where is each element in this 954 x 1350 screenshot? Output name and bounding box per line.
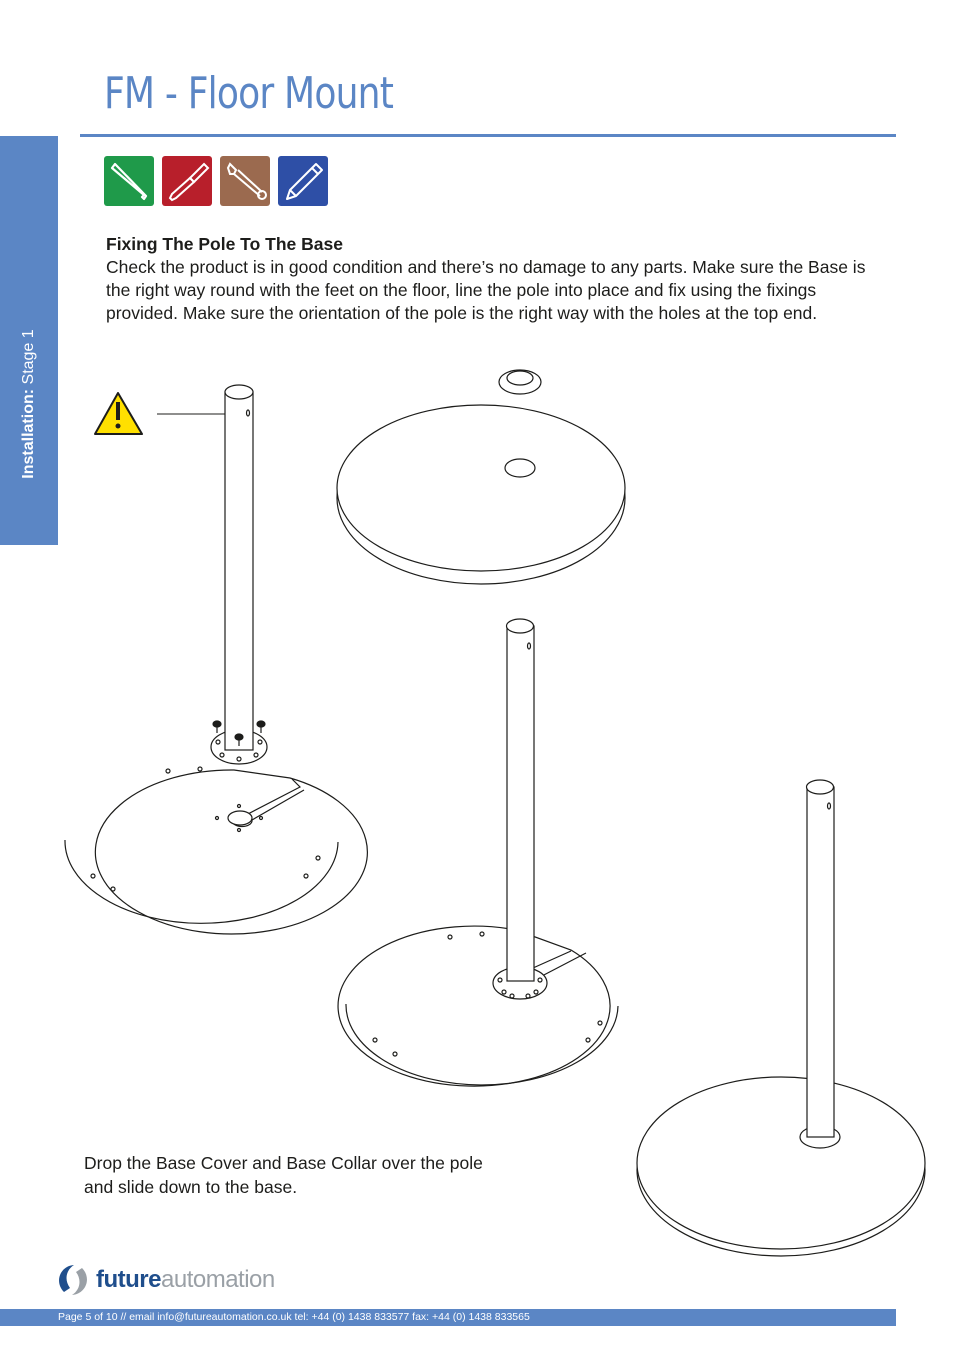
footer-bar (0, 1309, 896, 1326)
pole (225, 385, 253, 750)
page-title: FM - Floor Mount (104, 68, 394, 119)
pole-fixed (507, 619, 535, 981)
warning-icon (95, 393, 142, 434)
step-caption: Drop the Base Cover and Base Collar over the pole and slide down to the base. (84, 1153, 483, 1197)
base-cover (337, 405, 625, 584)
logo-swirl-icon (56, 1262, 90, 1298)
company-logo (56, 1262, 275, 1298)
section-heading: Fixing The Pole To The Base (106, 234, 343, 254)
base-cover-installed (637, 1077, 925, 1256)
side-tab-label: Installation: Stage 1 (20, 329, 37, 479)
section-body: Check the product is in good condition and there’s no damage to any parts. Make sure the Base is the right way round with the feet on the floor, line the pole into place and fix using the fixings provided. Make sure the orientation of the pole is the right way with the holes at the top end. (106, 257, 866, 323)
footer-contact: Page 5 of 10 // email info@futureautomation.co.uk tel: +44 (0) 1438 833577 fax: +44 (0) 1438 833565 (58, 1311, 530, 1323)
base-collar (499, 370, 541, 394)
base-plate-fixed (338, 926, 618, 1086)
logo-wordmark: futureautomation (96, 1266, 275, 1293)
pole-installed (807, 780, 835, 1137)
base-plate-open (65, 767, 367, 934)
